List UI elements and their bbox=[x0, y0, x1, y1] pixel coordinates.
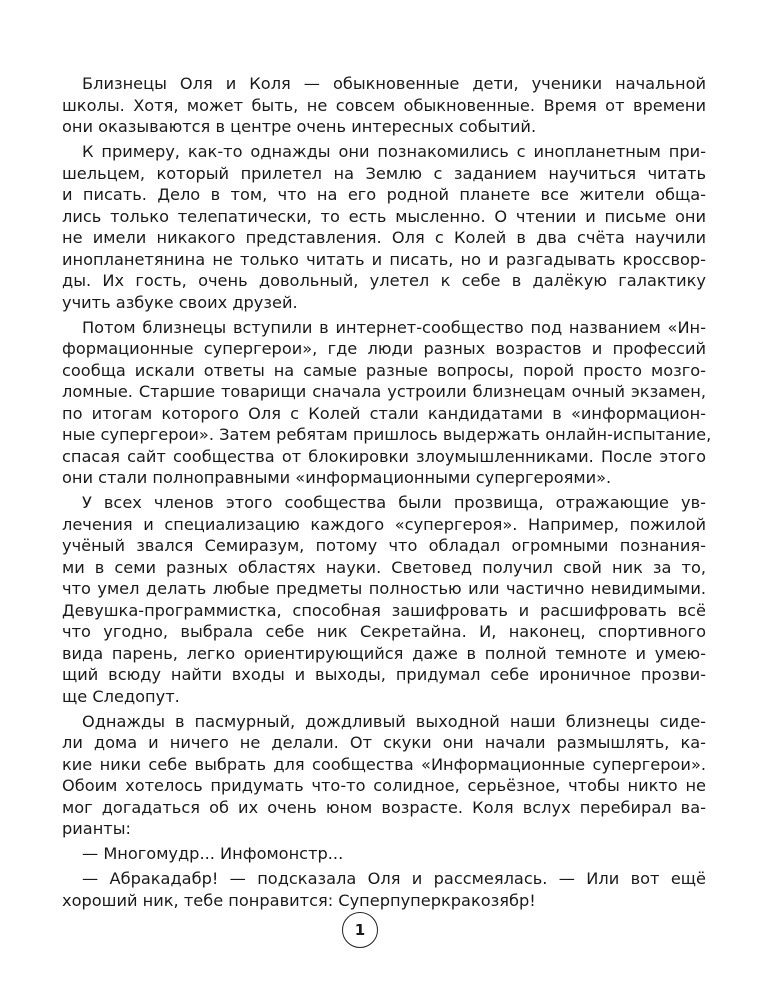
text-line: по итогам которого Оля с Колей стали кандидатами в «информацион- bbox=[62, 403, 706, 423]
text-line: лись только телепатически, то есть мысленно. О чтении и письме они bbox=[62, 206, 706, 226]
text-line: Обоим хотелось придумать что-то солидное, серьёзное, чтобы никто не bbox=[62, 776, 706, 795]
page-number: 1 bbox=[342, 912, 378, 948]
text-line: инопланетянина не только читать и писать, но и разгадывать кроссвор- bbox=[62, 249, 706, 269]
text-line: Потом близнецы вступили в интернет-сообщество под названием «Ин- bbox=[82, 317, 706, 337]
paragraph bbox=[62, 711, 706, 840]
paragraph bbox=[62, 492, 706, 707]
text-line: кие ники себе выбрать для сообщества «Информационные супергерои». bbox=[62, 754, 706, 774]
text-line: учёный звался Семиразум, потому что обладал огромными познания- bbox=[62, 536, 706, 555]
text-line: что угодно, выбрала себе ник Секретайна. И, наконец, спортивного bbox=[62, 622, 706, 641]
paragraph bbox=[62, 843, 706, 865]
text-line: учить азбуке своих друзей. bbox=[62, 292, 298, 312]
text-line: мог догадаться об их очень юном возрасте. Коля вслух перебирал ва- bbox=[62, 797, 706, 817]
text-line: школы. Хотя, может быть, не совсем обыкновенные. Время от времени bbox=[62, 95, 706, 115]
text-line: спасая сайт сообщества от блокировки злоумышленниками. После этого bbox=[62, 446, 706, 466]
text-line: формационные супергерои», где люди разных возрастов и профессий bbox=[62, 339, 706, 358]
text-line: рианты: bbox=[62, 819, 131, 838]
text-line: что умел делать любые предметы полностью или частично невидимыми. bbox=[62, 579, 706, 598]
text-line: вида парень, легко ориентирующийся даже в полной темноте и умею- bbox=[62, 643, 706, 663]
body-text bbox=[62, 73, 712, 915]
text-line: Близнецы Оля и Коля — обыкновенные дети, ученики начальной bbox=[82, 74, 706, 93]
text-line: щий всюду найти входы и выходы, придумал себе ироничное прозви- bbox=[62, 665, 706, 684]
text-line: ще Следопут. bbox=[62, 686, 180, 706]
text-line: ные супергерои». Затем ребятам пришлось выдержать онлайн-испытание, bbox=[62, 425, 712, 444]
text-line: они стали полноправными «информационными супергероями». bbox=[62, 468, 612, 487]
text-line: ли дома и ничего не делали. От скуки они начали размышлять, ка- bbox=[62, 733, 706, 752]
text-line: и писать. Дело в том, что на его родной планете все жители обща- bbox=[62, 185, 706, 204]
text-line: сообща искали ответы на самые разные вопросы, порой просто мозго- bbox=[62, 360, 706, 380]
text-line: ми в семи разных областях науки. Световед получил свой ник за то, bbox=[62, 557, 706, 577]
paragraph bbox=[62, 73, 706, 138]
text-line: — Многомудр... Инфомонстр... bbox=[82, 844, 344, 863]
text-line: хороший ник, тебе понравится: Суперпуперкракозябр! bbox=[62, 890, 536, 910]
text-line: К примеру, как-то однажды они познакомились с инопланетным при- bbox=[82, 142, 706, 161]
text-line: шельцем, который прилетел на Землю с заданием научиться читать bbox=[62, 163, 706, 183]
text-line: Однажды в пасмурный, дождливый выходной наши близнецы сиде- bbox=[82, 711, 706, 731]
text-line: они оказываются в центре очень интересных событий. bbox=[62, 117, 537, 136]
text-line: лечения и специализацию каждого «супергероя». Например, пожилой bbox=[62, 514, 706, 534]
text-line: ломные. Старшие товарищи сначала устроили близнецам очный экзамен, bbox=[62, 382, 706, 401]
text-line: У всех членов этого сообщества были прозвища, отражающие ув- bbox=[82, 493, 706, 512]
text-line: ды. Их гость, очень довольный, улетел к себе в далёкую галактику bbox=[62, 271, 706, 290]
paragraph bbox=[62, 317, 712, 489]
text-line: Девушка-программистка, способная зашифровать и расшифровать всё bbox=[62, 600, 706, 620]
paragraph bbox=[62, 141, 706, 313]
paragraph bbox=[62, 868, 706, 911]
text-line: — Абракадабр! — подсказала Оля и рассмеялась. — Или вот ещё bbox=[82, 869, 706, 888]
text-line: не имели никакого представления. Оля с Колей в два счёта научили bbox=[62, 228, 706, 247]
